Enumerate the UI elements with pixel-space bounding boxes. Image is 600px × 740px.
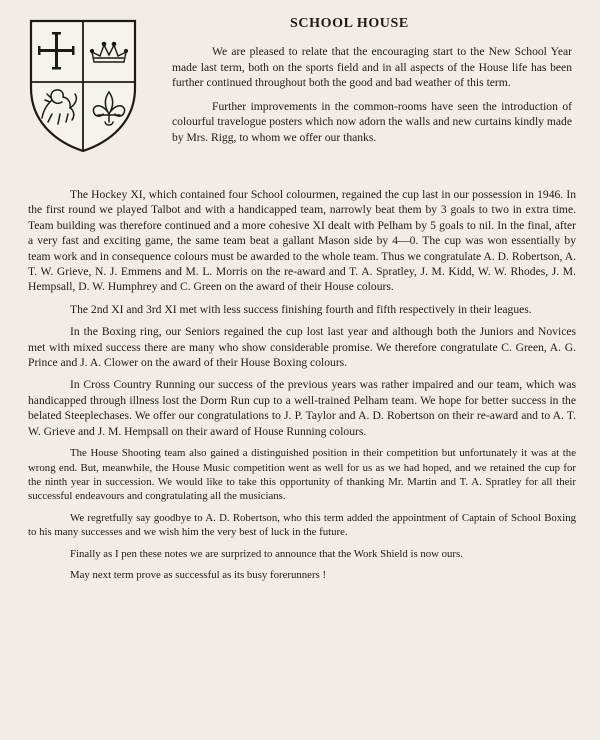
paragraph-shooting-music: The House Shooting team also gained a distinguished position in their competition but unfortunately it was at the wrong end. But, meanwhile, the House Music competition went as well for us as we had hoped, and we retained the cup for the ninth year in succession. We would like to take this opportunity of thanking Mr. Martin and T. A. Spratley for all their successful endeavours and congratulating all the musicians. [28,447,576,503]
paragraph: We are pleased to relate that the encouraging start to the New School Year made last term, both on the sports field and in all aspects of the House life has been further continued throughout both the good and bad weather of this term. [172,45,572,89]
paragraph-work-shield: Finally as I pen these notes we are surprized to announce that the Work Shield is now ours. [70,547,463,560]
paragraph-closing: May next term prove as successful as its busy forerunners ! [70,568,327,581]
paragraph-boxing: In the Boxing ring, our Seniors regained the cup lost last year and although both the Juniors and Novices met with mixed success there are many who show considerable promise. We therefore congratulate C. Green, A. G. Prince and J. A. Clower on the award of their House Boxing colours. [28,325,576,370]
paragraph-second-eleven: The 2nd XI and 3rd XI met with less success finishing fourth and fifth respectively in their leagues. [70,302,532,316]
paragraph-goodbye: We regretfully say goodbye to A. D. Robertson, who this term added the appointment of Captain of School Boxing to his many successes and we wish him the very best of luck in the future. [28,511,576,539]
intro-section [172,44,572,153]
paragraph-hockey: The Hockey XI, which contained four School colourmen, regained the cup last in our possession in 1946. In the first round we played Talbot and with a handicapped team, narrowly beat them by 3 goals to two in extra time. Team building was therefore continued and a more cohesive XI dealt with Pelham by 5 goals to nil. In the final, after a very fast and exciting game, the same team beat a gallant Mason side by 4—0. The cup was won essentially by team work and in consequence colours must be awarded to the whole team. Thus we congratulate A. D. Robertson, A. T. W. Grieve, N. J. Emmens and M. L. Morris on the re-award and T. A. Spratley, J. M. Kidd, W. W. Rhodes, J. M. Hempsall, D. W. Humphrey and C. Green on the award of their House colours. [28,188,576,294]
article-body [28,187,576,589]
page-title: SCHOOL HOUSE [290,16,409,31]
paragraph-cross-country: In Cross Country Running our success of the previous years was rather impaired and our team, which was handicapped through illness lost the Dorm Run cup to a well-trained Pelham team. We hope for better success in the belated Steeplechases. We offer our congratulations to J. P. Taylor and A. D. Robertson on their re-award and to A. T. W. Grieve and J. M. Hempsall on their award of House Running colours. [28,378,576,438]
paragraph: Further improvements in the common-rooms have seen the introduction of colourful travelogue posters which now adorn the walls and new curtains kindly made by Mrs. Rigg, to whom we offer our thanks. [172,99,572,144]
house-shield-icon [28,18,138,154]
